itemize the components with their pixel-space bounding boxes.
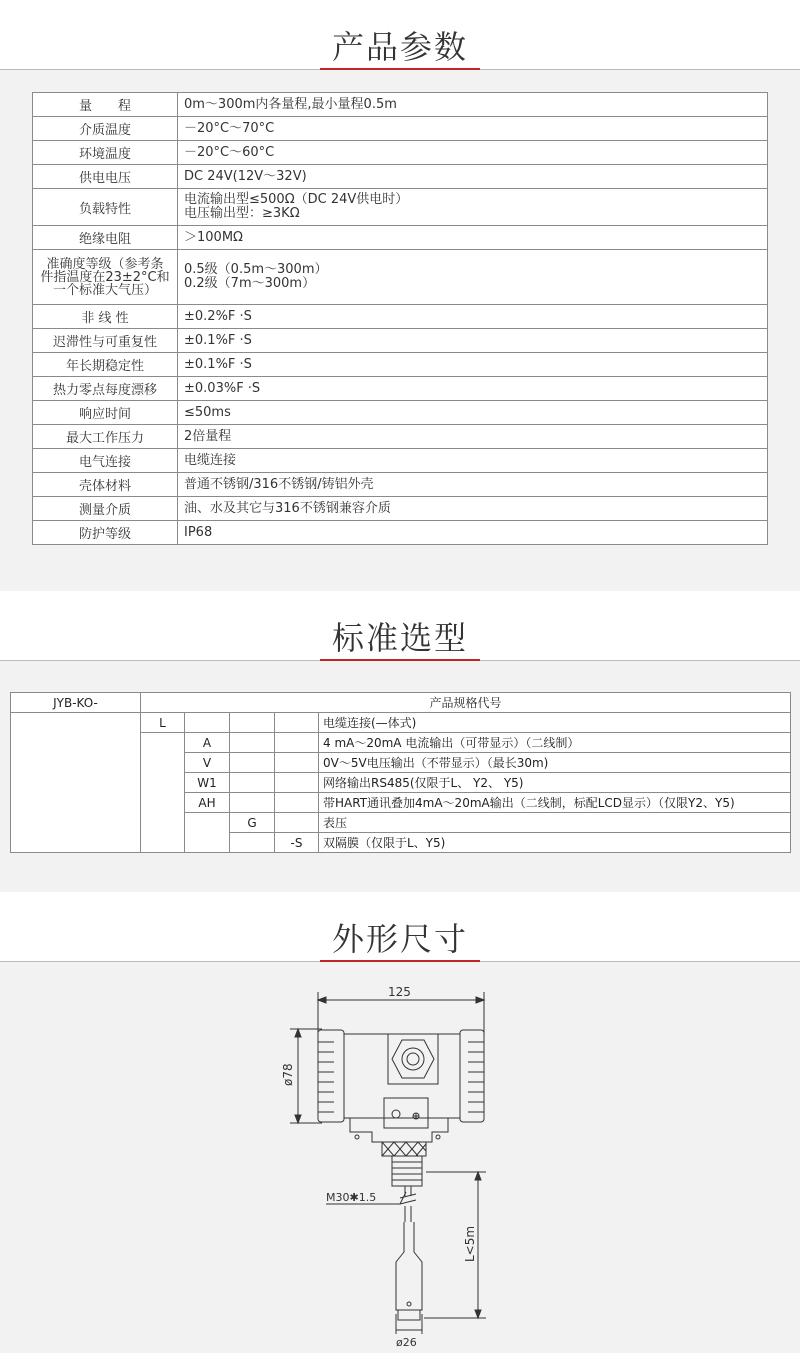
housing-body <box>344 1034 460 1118</box>
empty-cell <box>141 733 185 853</box>
table-row <box>33 473 768 497</box>
table-row <box>33 353 768 377</box>
param-value: －20°C～70°C <box>178 117 768 141</box>
housing-neck <box>350 1118 448 1142</box>
table-row <box>33 329 768 353</box>
spec-header: 产品规格代号 <box>141 693 791 713</box>
param-value-line: 电流输出型≤500Ω（DC 24V供电时） <box>184 192 409 207</box>
param-value: DC 24V(12V～32V) <box>178 165 768 189</box>
width-label: 125 <box>388 985 411 999</box>
diameter-label: ø78 <box>281 1063 295 1086</box>
param-label: 响应时间 <box>33 401 178 425</box>
dimension-panel <box>0 962 800 1353</box>
params-table <box>32 92 768 545</box>
param-label: 负载特性 <box>33 189 178 226</box>
param-label: 介质温度 <box>33 117 178 141</box>
length-label: L<5m <box>463 1225 477 1262</box>
table-row <box>33 226 768 250</box>
param-value: ＞100MΩ <box>178 226 768 250</box>
param-label: 电气连接 <box>33 449 178 473</box>
param-label: 迟滞性与可重复性 <box>33 329 178 353</box>
table-row <box>33 497 768 521</box>
param-label: 绝缘电阻 <box>33 226 178 250</box>
empty-cell <box>230 753 275 773</box>
param-value-line: 电压输出型：≥3KΩ <box>184 206 300 221</box>
empty-cell <box>185 813 230 853</box>
model-empty-cell <box>11 713 141 853</box>
code-cell: A <box>185 733 230 753</box>
probe-body <box>396 1222 422 1310</box>
param-value <box>178 189 768 226</box>
param-value: 油、水及其它与316不锈钢兼容介质 <box>178 497 768 521</box>
ground-terminal-icon <box>392 1110 400 1118</box>
code-cell: G <box>230 813 275 833</box>
gland-ring <box>402 1048 424 1070</box>
dimension-drawing <box>0 962 800 1353</box>
model-cell: JYB-KO- <box>11 693 141 713</box>
param-value: ≤50ms <box>178 401 768 425</box>
param-value: IP68 <box>178 521 768 545</box>
desc-cell: 双隔膜（仅限于L、Y5) <box>319 833 791 853</box>
selection-table <box>10 692 791 853</box>
code-cell: L <box>141 713 185 733</box>
empty-cell <box>275 753 319 773</box>
param-label-line: 件指温度在23±2°C和 <box>40 269 170 285</box>
param-value: 2倍量程 <box>178 425 768 449</box>
param-value-line: 0.2级（7m～300m） <box>184 276 316 291</box>
table-row <box>33 93 768 117</box>
params-section-header <box>0 0 800 70</box>
param-value <box>178 250 768 305</box>
param-label: 热力零点每度漂移 <box>33 377 178 401</box>
param-label: 量 程 <box>33 93 178 117</box>
desc-cell: 带HART通讯叠加4mA～20mA输出（二线制，标配LCD显示）（仅限Y2、Y5) <box>319 793 791 813</box>
param-value: 电缆连接 <box>178 449 768 473</box>
param-value: ±0.2%F ·S <box>178 305 768 329</box>
table-row <box>33 250 768 305</box>
table-row <box>11 693 791 713</box>
terminal-box <box>384 1098 428 1128</box>
housing-fins <box>468 1042 484 1112</box>
code-cell: -S <box>275 833 319 853</box>
table-row <box>33 521 768 545</box>
param-label <box>33 250 178 305</box>
table-row <box>33 449 768 473</box>
empty-cell <box>275 793 319 813</box>
param-label-line: 准确度等级（参考条 <box>46 256 164 272</box>
hex-nut <box>392 1040 434 1078</box>
select-panel <box>0 661 800 892</box>
probe-vent <box>407 1302 411 1306</box>
select-section-title: 标准选型 <box>331 619 468 657</box>
empty-cell <box>275 773 319 793</box>
table-row <box>33 305 768 329</box>
empty-cell <box>275 713 319 733</box>
housing-left-cap <box>318 1030 344 1122</box>
param-label: 壳体材料 <box>33 473 178 497</box>
desc-cell: 网络输出RS485(仅限于L、 Y2、 Y5) <box>319 773 791 793</box>
empty-cell <box>185 713 230 733</box>
screw-icon <box>436 1135 440 1139</box>
desc-cell: 4 mA～20mA 电流输出（可带显示）（二线制） <box>319 733 791 753</box>
desc-cell: 表压 <box>319 813 791 833</box>
params-section-title: 产品参数 <box>331 28 468 66</box>
cable-gland <box>388 1034 438 1084</box>
empty-cell <box>230 833 275 853</box>
table-row <box>33 377 768 401</box>
param-value: －20°C～60°C <box>178 141 768 165</box>
probe-diameter-label: ø26 <box>396 1336 417 1349</box>
params-panel <box>0 70 800 591</box>
empty-cell <box>230 713 275 733</box>
empty-cell <box>275 813 319 833</box>
param-label: 防护等级 <box>33 521 178 545</box>
housing-fins <box>318 1042 334 1112</box>
table-row <box>33 401 768 425</box>
param-label: 环境温度 <box>33 141 178 165</box>
thread-body <box>392 1156 422 1186</box>
param-label: 年长期稳定性 <box>33 353 178 377</box>
dims-section-title: 外形尺寸 <box>331 920 468 958</box>
screw-icon <box>355 1135 359 1139</box>
thread-label: M30✱1.5 <box>326 1191 377 1204</box>
code-cell: AH <box>185 793 230 813</box>
housing-right-cap <box>460 1030 484 1122</box>
param-value: 0m～300m内各量程,最小量程0.5m <box>178 93 768 117</box>
dims-section-header <box>0 892 800 962</box>
table-row <box>33 141 768 165</box>
table-row <box>33 165 768 189</box>
param-label: 最大工作压力 <box>33 425 178 449</box>
param-label-line: 一个标准大气压） <box>52 282 157 298</box>
table-row <box>11 713 791 733</box>
code-cell: V <box>185 753 230 773</box>
empty-cell <box>275 733 319 753</box>
desc-cell: 电缆连接(—体式) <box>319 713 791 733</box>
empty-cell <box>230 793 275 813</box>
param-value: ±0.1%F ·S <box>178 353 768 377</box>
param-value: 普通不锈钢/316不锈钢/铸铝外壳 <box>178 473 768 497</box>
probe-tip <box>398 1310 420 1320</box>
select-section-header <box>0 591 800 661</box>
param-label: 测量介质 <box>33 497 178 521</box>
param-value-line: 0.5级（0.5m～300m） <box>184 262 328 277</box>
table-row <box>33 189 768 226</box>
table-row <box>33 117 768 141</box>
desc-cell: 0V～5V电压输出（不带显示）（最长30m) <box>319 753 791 773</box>
table-row <box>33 425 768 449</box>
param-label: 非 线 性 <box>33 305 178 329</box>
code-cell: W1 <box>185 773 230 793</box>
empty-cell <box>230 733 275 753</box>
param-value: ±0.1%F ·S <box>178 329 768 353</box>
empty-cell <box>230 773 275 793</box>
param-label: 供电电压 <box>33 165 178 189</box>
param-value: ±0.03%F ·S <box>178 377 768 401</box>
gland-hole <box>407 1053 419 1065</box>
